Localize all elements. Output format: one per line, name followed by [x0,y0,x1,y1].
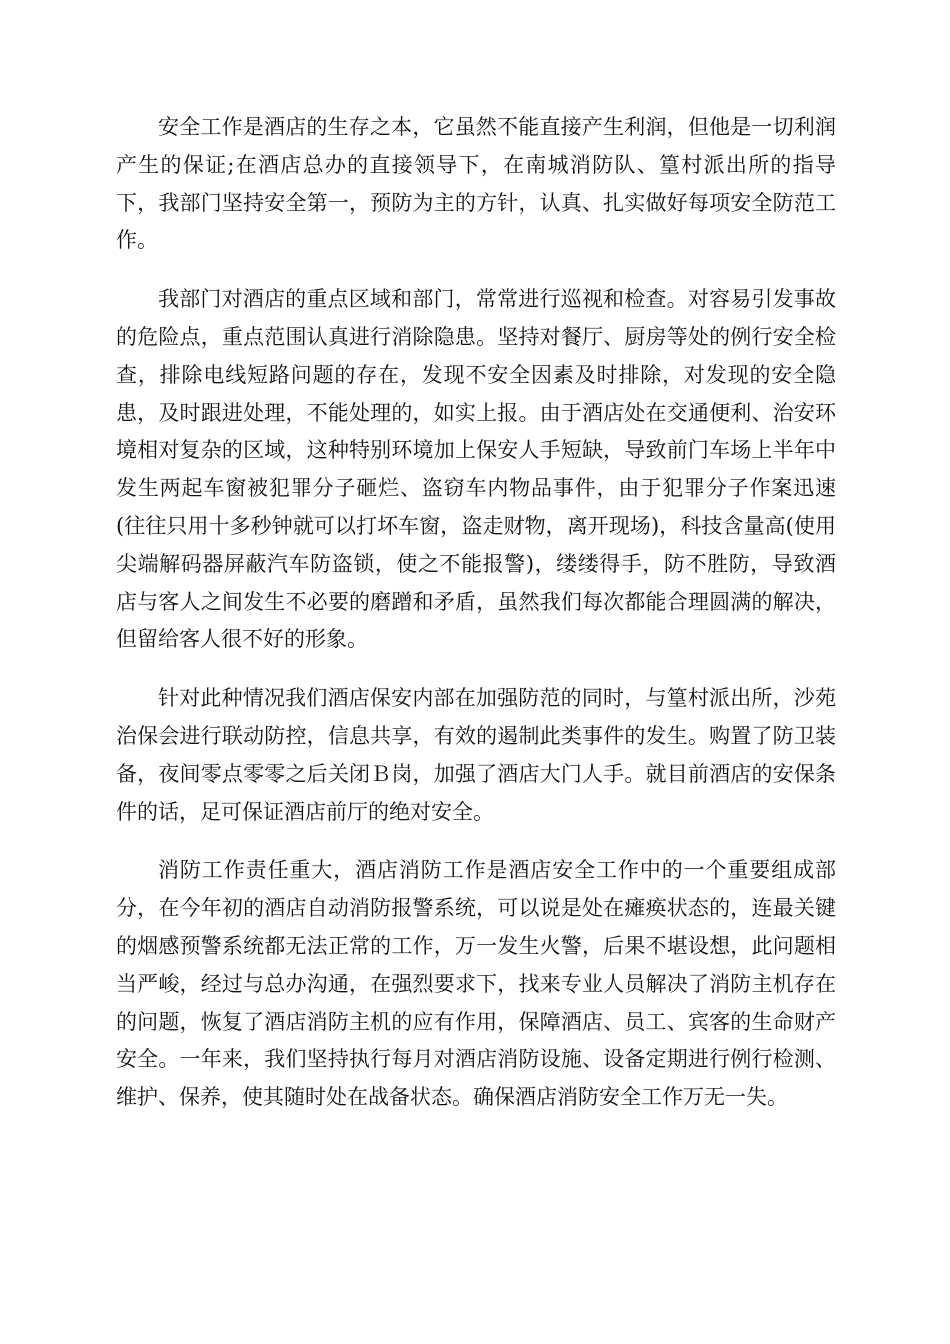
paragraph-joint-prevention: 针对此种情况我们酒店保安内部在加强防范的同时，与篁村派出所，沙苑治保会进行联动防控，信息共享，有效的遏制此类事件的发生。购置了防卫装备，夜间零点零零之后关闭Ｂ岗，加强了酒店大门人手。就目前酒店的安保条件的话，足可保证酒店前厅的绝对安全。 [116,686,836,824]
document-page [116,109,836,1138]
paragraph-inspection-incidents: 我部门对酒店的重点区域和部门，常常进行巡视和检查。对容易引发事故的危险点，重点范围认真进行消除隐患。坚持对餐厅、厨房等处的例行安全检查，排除电线短路问题的存在，发现不安全因素及时排除，对发现的安全隐患，及时跟进处理，不能处理的，如实上报。由于酒店处在交通便利、治安环境相对复杂的区域，这种特别环境加上保安人手短缺，导致前门车场上半年中发生两起车窗被犯罪分子砸烂、盗窃车内物品事件，由于犯罪分子作案迅速(往往只用十多秒钟就可以打坏车窗，盗走财物，离开现场)，科技含量高(使用尖端解码器屏蔽汽车防盗锁，使之不能报警)，缕缕得手，防不胜防，导致酒店与客人之间发生不必要的磨蹭和矛盾，虽然我们每次都能合理圆满的解决，但留给客人很不好的形象。 [116,287,836,652]
paragraph-safety-foundation: 安全工作是酒店的生存之本，它虽然不能直接产生利润，但他是一切利润产生的保证;在酒店总办的直接领导下，在南城消防队、篁村派出所的指导下，我部门坚持安全第一，预防为主的方针，认真、扎实做好每项安全防范工作。 [116,115,836,253]
paragraph-fire-safety: 消防工作责任重大，酒店消防工作是酒店安全工作中的一个重要组成部分，在今年初的酒店自动消防报警系统，可以说是处在瘫痪状态的，连最关键的烟感预警系统都无法正常的工作，万一发生火警，后果不堪设想，此问题相当严峻，经过与总办沟通，在强烈要求下，找来专业人员解决了消防主机存在的问题，恢复了酒店消防主机的应有作用，保障酒店、员工、宾客的生命财产安全。一年来，我们坚持执行每月对酒店消防设施、设备定期进行例行检测、维护、保养，使其随时处在战备状态。确保酒店消防安全工作万无一失。 [116,858,836,1110]
